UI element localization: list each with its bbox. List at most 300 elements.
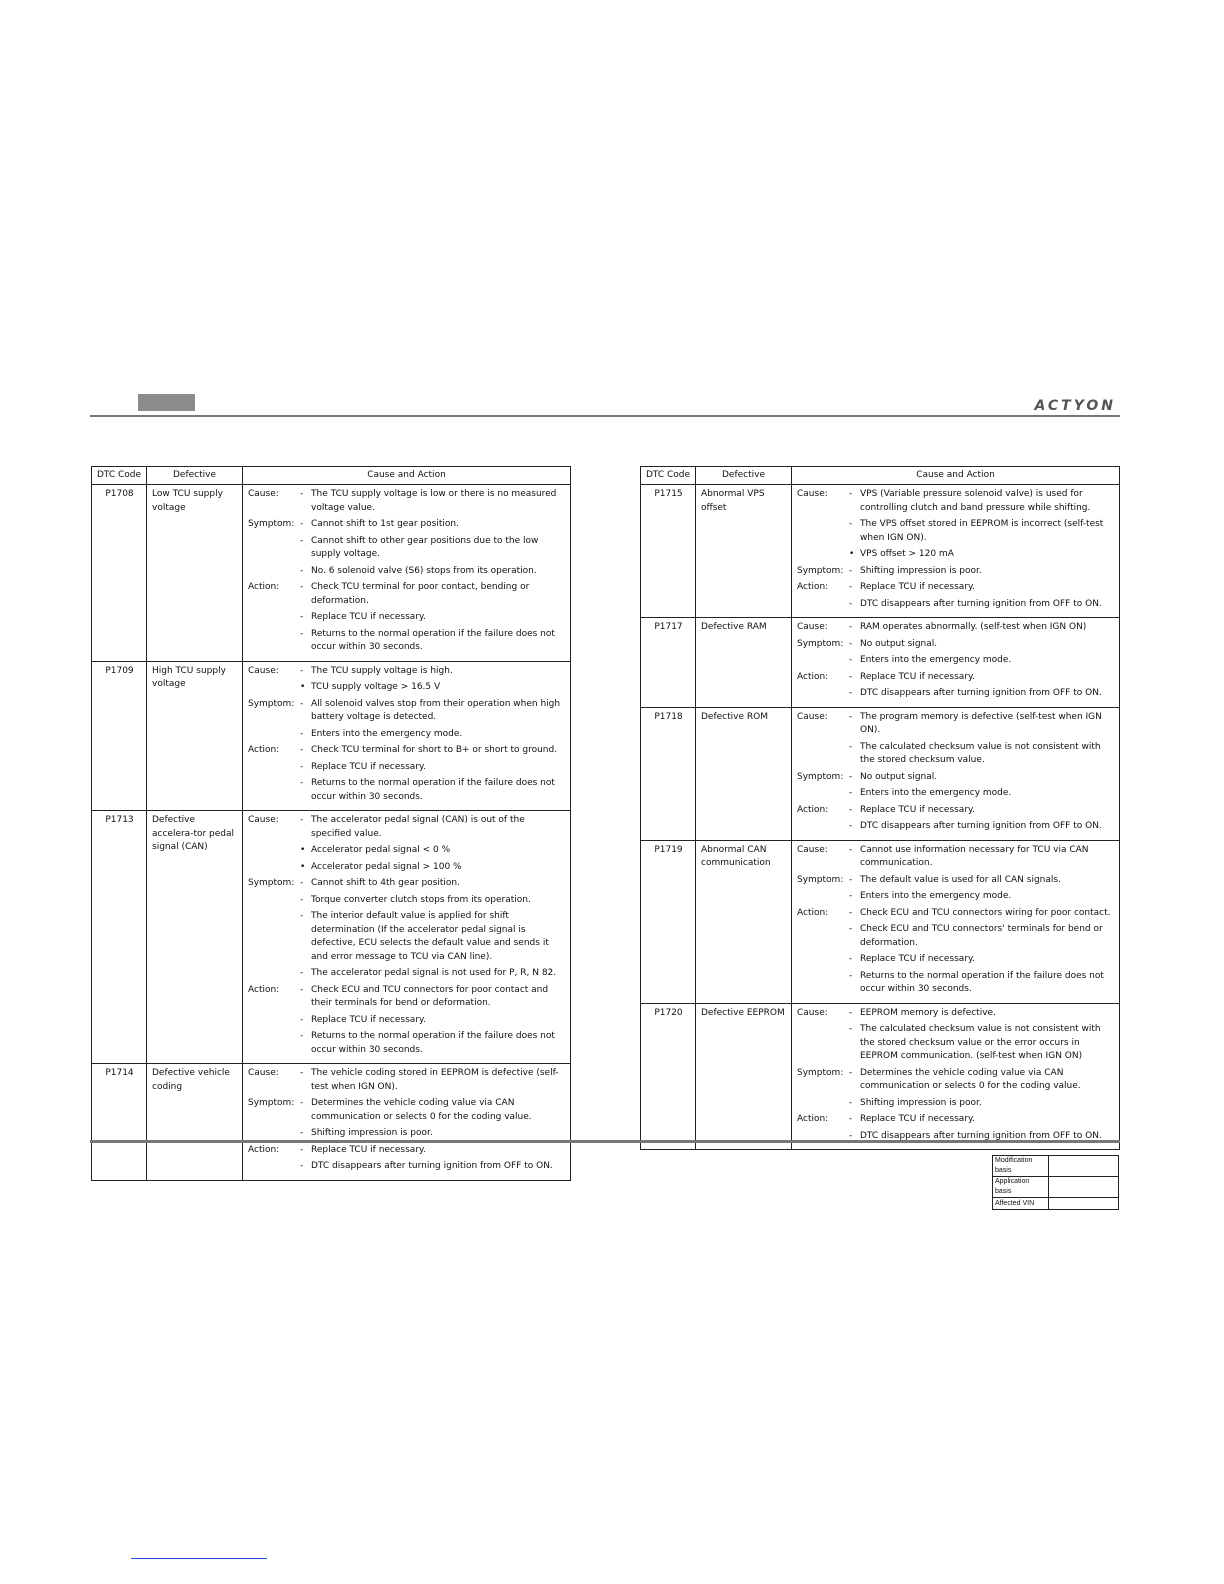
- column-header-defective: Defective: [696, 467, 792, 485]
- dash-marker: -: [300, 1144, 304, 1155]
- list-item: [849, 970, 1115, 997]
- list-item: [300, 1067, 566, 1094]
- cause-section: [248, 665, 566, 698]
- dash-marker: -: [849, 1067, 853, 1078]
- cause-section: [248, 1067, 566, 1097]
- list-item: [849, 741, 1115, 768]
- action-label: Action:: [248, 745, 280, 755]
- item-text: Check TCU terminal for short to B+ or short to ground.: [311, 745, 558, 755]
- dash-marker: -: [849, 565, 853, 576]
- dtc-code: P1718: [641, 707, 696, 840]
- item-text: The default value is used for all CAN signals.: [860, 874, 1061, 885]
- action-label: Action:: [797, 804, 829, 815]
- dash-marker: -: [300, 698, 304, 709]
- cause-and-action: [792, 707, 1120, 840]
- list-item: [849, 1023, 1115, 1064]
- action-section: [248, 984, 566, 1061]
- item-text: Cannot shift to 1st gear position.: [311, 519, 459, 529]
- item-text: Enters into the emergency mode.: [860, 891, 1012, 901]
- symptom-section: [797, 565, 1115, 582]
- defective-description: Defective EEPROM: [696, 1003, 792, 1150]
- list-item: [849, 671, 1115, 685]
- list-item: [300, 861, 566, 875]
- symptom-items: [300, 518, 566, 581]
- cause-label: Cause:: [797, 622, 828, 632]
- defective-description: Abnormal CAN communication: [696, 840, 792, 1003]
- list-item: [300, 611, 566, 625]
- list-item: [300, 698, 566, 725]
- list-item: [300, 984, 566, 1011]
- item-text: Check ECU and TCU connectors for poor contact and their terminals for bend or deformation.: [311, 984, 549, 1008]
- list-item: [300, 488, 566, 515]
- list-item: [300, 728, 566, 742]
- cause-label: Cause:: [248, 665, 279, 676]
- cause-label: Cause:: [248, 1068, 279, 1078]
- application-row: [993, 1177, 1119, 1198]
- dtc-code: P1709: [92, 661, 147, 811]
- list-item: [300, 844, 566, 858]
- dtc-code: P1714: [92, 1064, 147, 1181]
- cause-label: Cause:: [248, 815, 279, 825]
- cause-section: [797, 488, 1115, 565]
- list-item: [849, 638, 1115, 652]
- item-text: Replace TCU if necessary.: [311, 761, 426, 772]
- item-text: DTC disappears after turning ignition from OFF to ON.: [860, 688, 1102, 698]
- column-header-dtc-code: DTC Code: [92, 467, 147, 485]
- list-item: [300, 910, 566, 964]
- item-text: Replace TCU if necessary.: [860, 1114, 975, 1124]
- cause-section: [248, 488, 566, 518]
- symptom-items: [300, 698, 566, 745]
- dtc-code: P1713: [92, 811, 147, 1064]
- list-item: [849, 598, 1115, 612]
- list-item: [849, 907, 1115, 921]
- modification-row: [993, 1156, 1119, 1177]
- list-item: [300, 565, 566, 579]
- item-text: VPS (Variable pressure solenoid valve) is used for controlling clutch and band pressure while shifting.: [860, 489, 1091, 513]
- symptom-label: Symptom:: [248, 698, 295, 709]
- list-item: [849, 654, 1115, 668]
- dtc-table-left: [91, 466, 571, 1181]
- list-item: [849, 488, 1115, 515]
- dash-marker: -: [300, 519, 304, 529]
- action-section: [797, 581, 1115, 614]
- dash-marker: -: [300, 878, 304, 888]
- list-item: [849, 711, 1115, 738]
- list-item: [849, 820, 1115, 834]
- symptom-items: [849, 565, 1115, 582]
- item-text: Check ECU and TCU connectors' terminals for bend or deformation.: [860, 924, 1103, 948]
- cause-and-action: [792, 618, 1120, 708]
- item-text: The VPS offset stored in EEPROM is incorrect (self-test when IGN ON).: [860, 519, 1104, 543]
- cause-items: [300, 665, 566, 698]
- dash-marker: -: [849, 788, 853, 798]
- dtc-code: P1717: [641, 618, 696, 708]
- list-item: [300, 777, 566, 804]
- bullet-marker: •: [300, 861, 306, 872]
- dash-marker: -: [300, 1098, 304, 1108]
- dash-marker: -: [300, 582, 304, 592]
- item-text: Torque converter clutch stops from its operation.: [311, 894, 531, 905]
- item-text: The vehicle coding stored in EEPROM is defective (self-test when IGN ON).: [311, 1068, 559, 1092]
- dash-marker: -: [849, 970, 853, 981]
- list-item: [300, 535, 566, 562]
- dash-marker: -: [300, 1031, 304, 1041]
- dtc-rows: [641, 485, 1120, 1150]
- symptom-items: [300, 877, 566, 984]
- dash-marker: -: [849, 821, 853, 831]
- item-text: Shifting impression is poor.: [311, 1128, 433, 1138]
- dtc-row: [92, 811, 571, 1064]
- dtc-row: [92, 661, 571, 811]
- list-item: [849, 844, 1115, 871]
- item-text: No output signal.: [860, 771, 938, 782]
- defective-description: Defective ROM: [696, 707, 792, 840]
- header-section-tab: [138, 394, 195, 411]
- symptom-section: [797, 771, 1115, 804]
- item-text: No output signal.: [860, 638, 938, 649]
- affected-vin-row: [993, 1198, 1119, 1210]
- symptom-items: [849, 874, 1115, 907]
- cause-and-action: [243, 485, 571, 662]
- dtc-row: [641, 618, 1120, 708]
- cause-label: Cause:: [797, 844, 828, 855]
- dtc-row: [641, 1003, 1120, 1150]
- list-item: [300, 814, 566, 841]
- dash-marker: -: [849, 891, 853, 901]
- dash-marker: -: [300, 968, 304, 978]
- symptom-label: Symptom:: [248, 1098, 295, 1108]
- item-text: Replace TCU if necessary.: [860, 582, 975, 592]
- item-text: All solenoid valves stop from their operation when high battery voltage is detected.: [311, 698, 561, 722]
- item-text: Replace TCU if necessary.: [311, 612, 426, 622]
- item-text: Enters into the emergency mode.: [860, 788, 1012, 798]
- list-item: [849, 890, 1115, 904]
- modification-basis-value: [1049, 1156, 1119, 1177]
- defective-description: Abnormal VPS offset: [696, 485, 792, 618]
- dash-marker: -: [849, 907, 853, 918]
- action-label: Action:: [248, 1144, 280, 1155]
- item-text: Accelerator pedal signal < 0 %: [311, 845, 451, 855]
- dash-marker: -: [849, 582, 853, 592]
- list-item: [300, 894, 566, 908]
- cause-items: [849, 844, 1115, 874]
- header-rule: [90, 415, 1120, 417]
- cause-items: [849, 488, 1115, 565]
- dash-marker: -: [849, 1097, 853, 1108]
- action-label: Action:: [248, 984, 280, 995]
- table-header-row: [92, 467, 571, 485]
- cause-items: [300, 1067, 566, 1097]
- item-text: Cannot shift to 4th gear position.: [311, 878, 460, 888]
- list-item: [300, 665, 566, 679]
- item-text: Replace TCU if necessary.: [311, 1144, 426, 1155]
- dash-marker: -: [849, 771, 853, 782]
- brand-logo: ACTYON: [1034, 398, 1116, 414]
- dash-marker: -: [300, 894, 304, 905]
- defective-description: Defective accelera-tor pedal signal (CAN): [147, 811, 243, 1064]
- list-item: [849, 581, 1115, 595]
- action-section: [248, 1144, 566, 1177]
- list-item: [300, 1160, 566, 1174]
- bullet-marker: •: [300, 845, 306, 855]
- dtc-row: [92, 1064, 571, 1181]
- cause-and-action: [243, 661, 571, 811]
- item-text: Enters into the emergency mode.: [860, 655, 1012, 665]
- cause-label: Cause:: [248, 489, 279, 499]
- item-text: TCU supply voltage > 16.5 V: [311, 682, 441, 692]
- application-basis-label: Application basis: [993, 1177, 1049, 1198]
- modification-table: [992, 1155, 1119, 1210]
- dash-marker: -: [849, 638, 853, 649]
- item-text: Replace TCU if necessary.: [860, 804, 975, 815]
- item-text: Enters into the emergency mode.: [311, 728, 463, 739]
- symptom-items: [849, 771, 1115, 804]
- dash-marker: -: [300, 745, 304, 755]
- action-items: [849, 907, 1115, 1000]
- dash-marker: -: [849, 954, 853, 964]
- symptom-label: Symptom:: [248, 519, 295, 529]
- list-item: [300, 877, 566, 891]
- dash-marker: -: [849, 655, 853, 665]
- item-text: Accelerator pedal signal > 100 %: [311, 861, 462, 872]
- action-items: [300, 744, 566, 807]
- dash-marker: -: [300, 761, 304, 772]
- modification-basis-label: Modification basis: [993, 1156, 1049, 1177]
- symptom-items: [300, 1097, 566, 1144]
- dash-marker: -: [849, 671, 853, 682]
- symptom-section: [248, 877, 566, 984]
- list-item: [849, 565, 1115, 579]
- list-item: [300, 761, 566, 775]
- cause-and-action: [243, 811, 571, 1064]
- cause-section: [797, 844, 1115, 874]
- list-item: [300, 581, 566, 608]
- dash-marker: -: [849, 711, 853, 722]
- dash-marker: -: [300, 1068, 304, 1078]
- symptom-label: Symptom:: [797, 771, 844, 782]
- action-label: Action:: [248, 582, 280, 592]
- symptom-items: [849, 638, 1115, 671]
- item-text: Replace TCU if necessary.: [311, 1014, 426, 1025]
- list-item: [849, 771, 1115, 785]
- dtc-code: P1708: [92, 485, 147, 662]
- symptom-section: [797, 1067, 1115, 1114]
- list-item: [849, 787, 1115, 801]
- dash-marker: -: [300, 1161, 304, 1171]
- dtc-table-right: [640, 466, 1120, 1150]
- list-item: [849, 548, 1115, 562]
- item-text: Returns to the normal operation if the failure does not occur within 30 seconds.: [311, 778, 555, 802]
- dtc-code: P1719: [641, 840, 696, 1003]
- item-text: Replace TCU if necessary.: [860, 671, 975, 682]
- defective-description: Defective vehicle coding: [147, 1064, 243, 1181]
- item-text: DTC disappears after turning ignition from OFF to ON.: [860, 598, 1102, 609]
- cause-items: [300, 814, 566, 877]
- symptom-label: Symptom:: [248, 878, 295, 888]
- action-items: [849, 804, 1115, 837]
- symptom-section: [248, 1097, 566, 1144]
- dash-marker: -: [300, 628, 304, 639]
- list-item: [849, 1097, 1115, 1111]
- item-text: Determines the vehicle coding value via CAN communication or selects 0 for the coding value.: [311, 1098, 532, 1122]
- dtc-code: P1720: [641, 1003, 696, 1150]
- item-text: Cannot use information necessary for TCU via CAN communication.: [860, 844, 1089, 868]
- dtc-row: [92, 485, 571, 662]
- dash-marker: -: [849, 924, 853, 934]
- list-item: [300, 681, 566, 695]
- list-item: [300, 1127, 566, 1141]
- dash-marker: -: [300, 612, 304, 622]
- column-header-defective: Defective: [147, 467, 243, 485]
- list-item: [849, 804, 1115, 818]
- cause-and-action: [792, 840, 1120, 1003]
- symptom-label: Symptom:: [797, 565, 844, 576]
- symptom-items: [849, 1067, 1115, 1114]
- cause-and-action: [792, 1003, 1120, 1150]
- defective-description: High TCU supply voltage: [147, 661, 243, 811]
- cause-section: [797, 711, 1115, 771]
- footer-rule: [90, 1140, 1120, 1143]
- affected-vin-value: [1049, 1198, 1119, 1210]
- cause-and-action: [243, 1064, 571, 1181]
- item-text: The interior default value is applied for shift determination (If the accelerator pedal signal is defective, ECU selects the default value and sends it and error message to TCU via CAN line).: [311, 911, 549, 962]
- dash-marker: -: [849, 844, 853, 855]
- action-items: [300, 1144, 566, 1177]
- dtc-row: [641, 707, 1120, 840]
- dash-marker: -: [300, 728, 304, 739]
- dtc-rows: [92, 485, 571, 1181]
- item-text: The program memory is defective (self-test when IGN ON).: [860, 711, 1102, 735]
- dash-marker: -: [849, 489, 853, 499]
- cause-items: [849, 621, 1115, 638]
- item-text: Check TCU terminal for poor contact, bending or deformation.: [311, 582, 530, 606]
- list-item: [849, 687, 1115, 701]
- item-text: VPS offset > 120 mA: [860, 549, 954, 559]
- dash-marker: -: [300, 1128, 304, 1138]
- item-text: DTC disappears after turning ignition from OFF to ON.: [860, 821, 1102, 831]
- column-header-cause-action: Cause and Action: [792, 467, 1120, 485]
- action-items: [849, 581, 1115, 614]
- symptom-section: [797, 874, 1115, 907]
- dash-marker: -: [300, 565, 304, 576]
- item-text: EEPROM memory is defective.: [860, 1007, 996, 1018]
- action-items: [849, 671, 1115, 704]
- item-text: The TCU supply voltage is high.: [311, 665, 453, 676]
- dash-marker: -: [300, 535, 304, 546]
- dash-marker: -: [849, 1024, 853, 1034]
- item-text: Shifting impression is poor.: [860, 1097, 982, 1108]
- item-text: Returns to the normal operation if the failure does not occur within 30 seconds.: [311, 1031, 555, 1055]
- dash-marker: -: [300, 911, 304, 921]
- cause-items: [849, 1007, 1115, 1067]
- column-header-dtc-code: DTC Code: [641, 467, 696, 485]
- list-item: [849, 1067, 1115, 1094]
- dash-marker: -: [849, 688, 853, 698]
- dash-marker: -: [849, 804, 853, 815]
- item-text: The accelerator pedal signal (CAN) is out of the specified value.: [311, 815, 525, 839]
- list-item: [300, 1144, 566, 1158]
- action-items: [300, 984, 566, 1061]
- dash-marker: -: [849, 741, 853, 752]
- dash-marker: -: [849, 1114, 853, 1124]
- list-item: [300, 744, 566, 758]
- item-text: Returns to the normal operation if the failure does not occur within 30 seconds.: [311, 628, 555, 652]
- symptom-label: Symptom:: [797, 638, 844, 649]
- list-item: [849, 518, 1115, 545]
- item-text: The TCU supply voltage is low or there is no measured voltage value.: [311, 489, 557, 513]
- item-text: No. 6 solenoid valve (S6) stops from its operation.: [311, 565, 537, 576]
- item-text: Check ECU and TCU connectors wiring for poor contact.: [860, 907, 1111, 918]
- dash-marker: -: [300, 489, 304, 499]
- action-label: Action:: [797, 671, 829, 682]
- list-item: [849, 923, 1115, 950]
- dtc-row: [641, 485, 1120, 618]
- symptom-section: [797, 638, 1115, 671]
- cause-items: [849, 711, 1115, 771]
- item-text: Determines the vehicle coding value via CAN communication or selects 0 for the coding value.: [860, 1067, 1081, 1091]
- list-item: [300, 967, 566, 981]
- action-items: [300, 581, 566, 658]
- dash-marker: -: [300, 984, 304, 995]
- dash-marker: -: [849, 598, 853, 609]
- action-section: [248, 744, 566, 807]
- action-label: Action:: [797, 582, 829, 592]
- list-item: [300, 1014, 566, 1028]
- action-section: [797, 671, 1115, 704]
- symptom-label: Symptom:: [797, 1067, 844, 1078]
- action-section: [248, 581, 566, 658]
- list-item: [849, 874, 1115, 888]
- list-item: [849, 1113, 1115, 1127]
- cause-section: [797, 621, 1115, 638]
- affected-vin-label: Affected VIN: [993, 1198, 1049, 1210]
- dash-marker: -: [849, 622, 853, 632]
- application-basis-value: [1049, 1177, 1119, 1198]
- dash-marker: -: [300, 815, 304, 825]
- cause-label: Cause:: [797, 711, 828, 722]
- list-item: [849, 621, 1115, 635]
- item-text: The accelerator pedal signal is not used for P, R, N 82.: [311, 968, 557, 978]
- cause-section: [797, 1007, 1115, 1067]
- symptom-label: Symptom:: [797, 874, 844, 885]
- list-item: [849, 953, 1115, 967]
- list-item: [300, 1097, 566, 1124]
- dash-marker: -: [849, 874, 853, 885]
- action-label: Action:: [797, 1114, 829, 1124]
- cause-label: Cause:: [797, 489, 828, 499]
- item-text: The calculated checksum value is not consistent with the stored checksum value.: [860, 741, 1101, 765]
- symptom-section: [248, 698, 566, 745]
- footer-link-underline: [131, 1558, 267, 1559]
- defective-description: Low TCU supply voltage: [147, 485, 243, 662]
- symptom-section: [248, 518, 566, 581]
- dash-marker: -: [300, 778, 304, 788]
- item-text: DTC disappears after turning ignition from OFF to ON.: [311, 1161, 553, 1171]
- item-text: Returns to the normal operation if the failure does not occur within 30 seconds.: [860, 970, 1104, 994]
- defective-description: Defective RAM: [696, 618, 792, 708]
- dash-marker: -: [300, 1014, 304, 1025]
- list-item: [300, 1030, 566, 1057]
- cause-label: Cause:: [797, 1007, 828, 1018]
- cause-and-action: [792, 485, 1120, 618]
- dtc-code: P1715: [641, 485, 696, 618]
- list-item: [300, 518, 566, 532]
- bullet-marker: •: [300, 682, 306, 692]
- item-text: DTC disappears after turning ignition from OFF to ON.: [860, 1130, 1102, 1141]
- cause-section: [248, 814, 566, 877]
- list-item: [300, 628, 566, 655]
